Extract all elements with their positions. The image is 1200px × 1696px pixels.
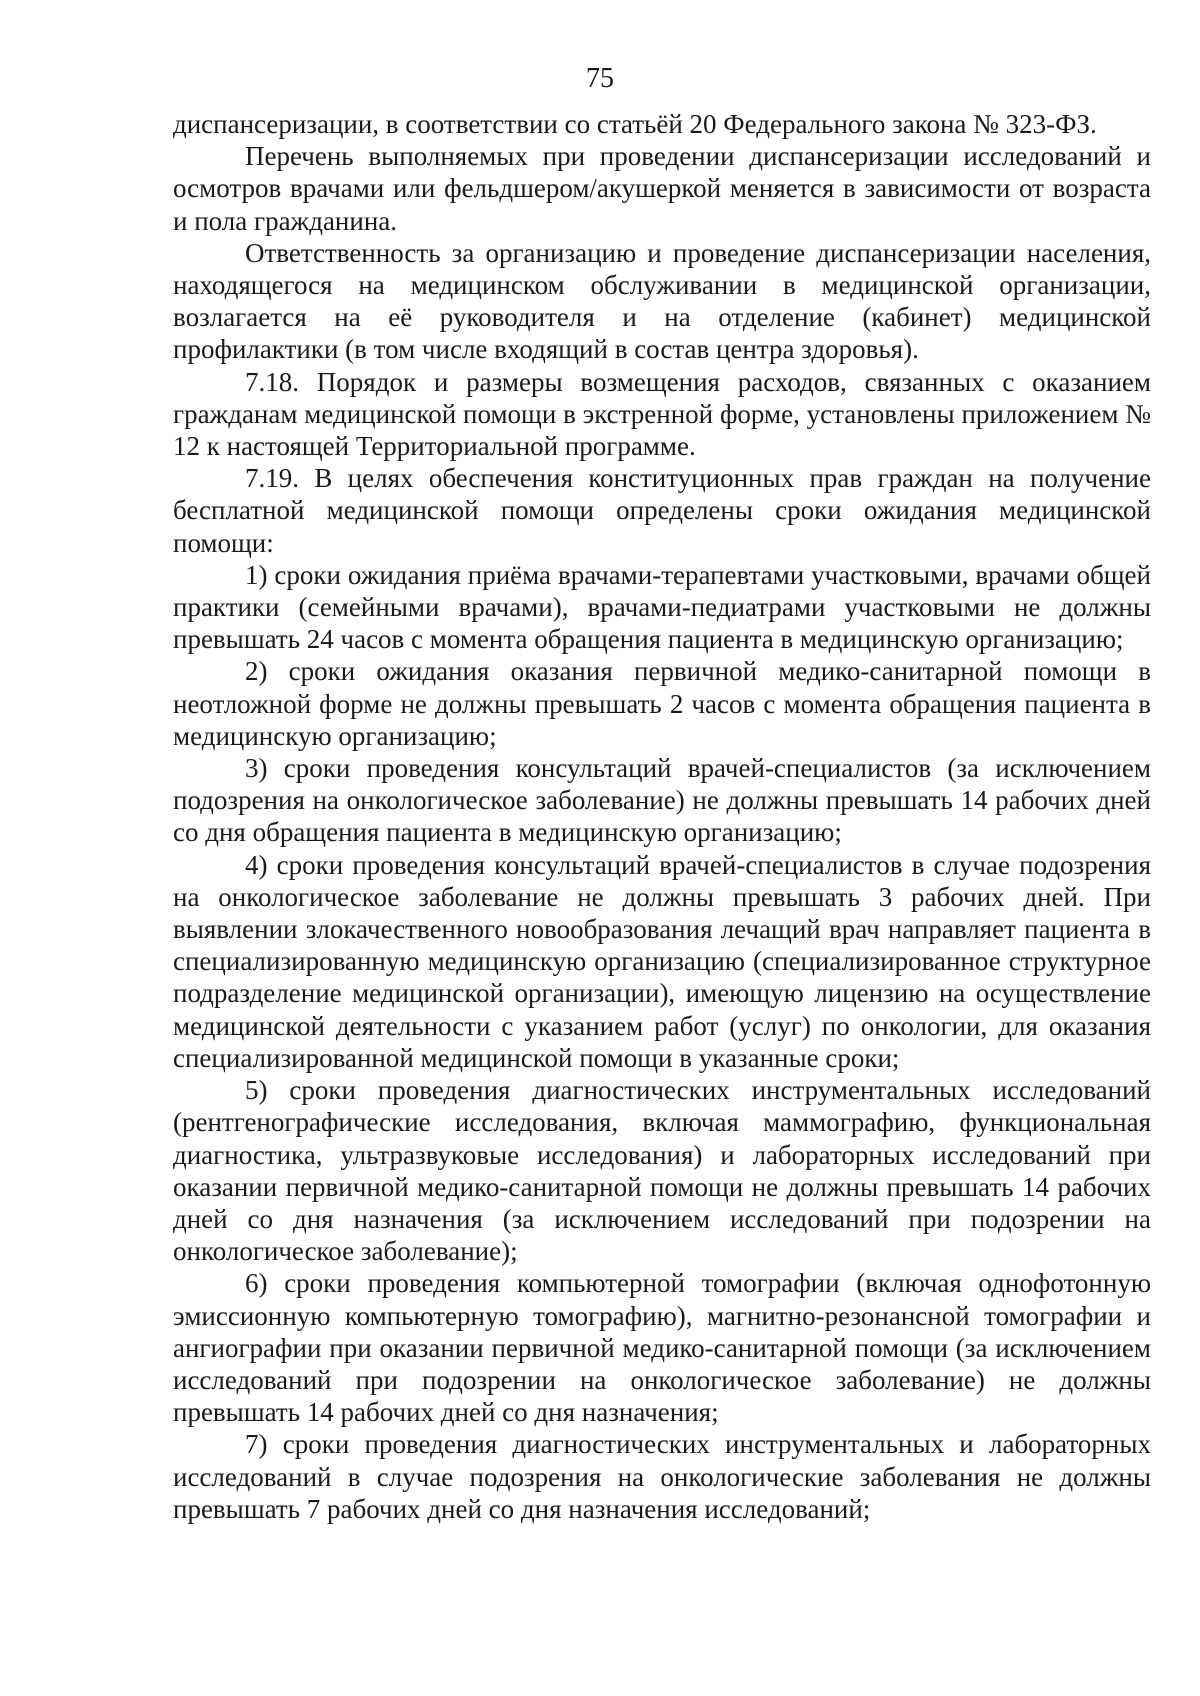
- list-item: 2) сроки ожидания оказания первичной медико-санитарной помощи в неотложной форме не должны превышать 2 часов с момента обращения пациента в медицинскую организацию;: [173, 656, 1151, 751]
- paragraph: Перечень выполняемых при проведении диспансеризации исследований и осмотров врачами или фельдшером/акушеркой меняется в зависимости от возраста и пола гражданина.: [173, 141, 1151, 236]
- list-item: 1) сроки ожидания приёма врачами-терапевтами участковыми, врачами общей практики (семейными врачами), врачами-педиатрами участковыми не должны превышать 24 часов с момента обращения пациента в медицинскую организацию;: [173, 559, 1151, 655]
- list-item: 4) сроки проведения консультаций врачей-специалистов в случае подозрения на онкологическое заболевание не должны превышать 3 рабочих дней. При выявлении злокачественного новообразования лечащий врач направляет пациента в специализированную медицинскую организацию (специализированное структурное подразделение медицинской организации), имеющую лицензию на осуществление медицинской деятельности с указанием работ (услуг) по онкологии, для оказания специализированной медицинской помощи в указанные сроки;: [173, 849, 1151, 1073]
- paragraph-7-18: 7.18. Порядок и размеры возмещения расходов, связанных с оказанием гражданам медицинской помощи в экстренной форме, установлены приложением № 12 к настоящей Территориальной программе.: [173, 366, 1151, 462]
- paragraph: Ответственность за организацию и проведение диспансеризации населения, находящегося на медицинском обслуживании в медицинской организации, возлагается на её руководителя и на отделение (кабинет) медицинской профилактики (в том числе входящий в состав центра здоровья).: [173, 237, 1151, 365]
- page-number: 75: [586, 63, 614, 94]
- list-item: 5) сроки проведения диагностических инструментальных исследований (рентгенографические исследования, включая маммографию, функциональная диагностика, ультразвуковые исследования) и лабораторных исследований при оказании первичной медико-санитарной помощи не должны превышать 14 рабочих дней со дня назначения (за исключением исследований при подозрении на онкологическое заболевание);: [173, 1075, 1151, 1267]
- list-item: 7) сроки проведения диагностических инструментальных и лабораторных исследований в случае подозрения на онкологические заболевания не должны превышать 7 рабочих дней со дня назначения исследований;: [173, 1429, 1151, 1524]
- list-item: 6) сроки проведения компьютерной томографии (включая однофотонную эмиссионную компьютерную томографию), магнитно-резонансной томографии и ангиографии при оказании первичной медико-санитарной помощи (за исключением исследований при подозрении на онкологическое заболевание) не должны превышать 14 рабочих дней со дня назначения;: [173, 1268, 1151, 1428]
- paragraph-continuation: диспансеризации, в соответствии со статьёй 20 Федерального закона № 323-ФЗ.: [173, 109, 1097, 139]
- list-item: 3) сроки проведения консультаций врачей-специалистов (за исключением подозрения на онкологическое заболевание) не должны превышать 14 рабочих дней со дня обращения пациента в медицинскую организацию;: [173, 753, 1151, 848]
- paragraph-7-19: 7.19. В целях обеспечения конституционных прав граждан на получение бесплатной медицинской помощи определены сроки ожидания медицинской помощи:: [173, 463, 1151, 558]
- document-body: [173, 108, 1151, 1525]
